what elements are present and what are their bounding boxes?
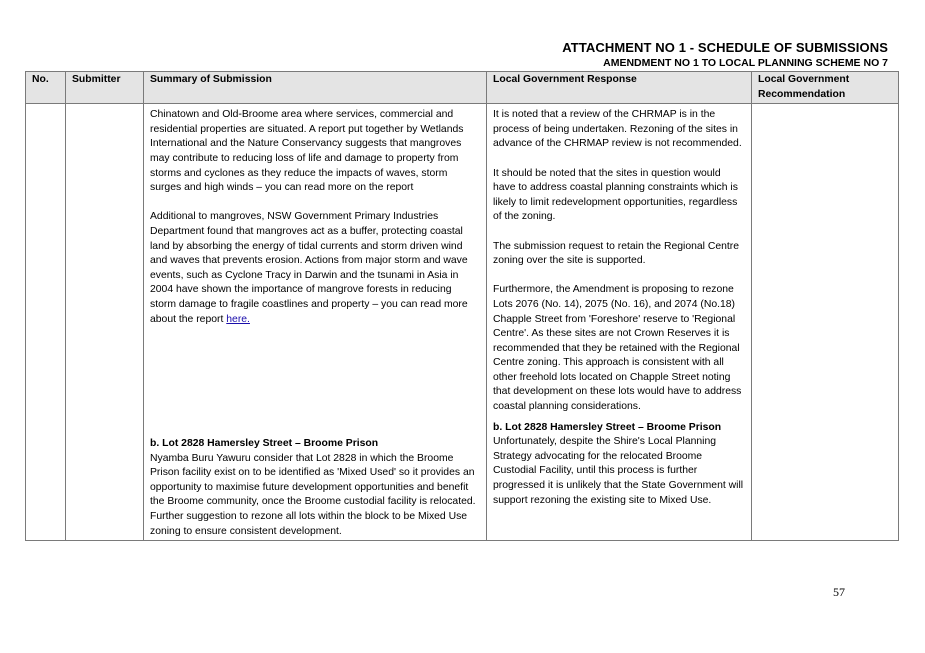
report-link[interactable]: here. (226, 313, 250, 325)
document-subtitle: AMENDMENT NO 1 TO LOCAL PLANNING SCHEME NO 7 (603, 57, 888, 69)
submissions-table (25, 71, 899, 541)
response-paragraph-3: The submission request to retain the Regional Centre zoning over the site is supported. (493, 240, 740, 267)
response-paragraph-1: It is noted that a review of the CHRMAP is in the process of being undertaken. Rezoning of the sites in advance of the CHRMAP review is not recommended. (493, 109, 742, 150)
response-paragraph-4: Furthermore, the Amendment is proposing to rezone Lots 2076 (No. 14), 2075 (No. 16), and 2074 (No.18) Chapple Street from 'Foreshore' reserve to 'Regional Centre'. As these sites are not Crown Reserves it is recommended that they be retained with the Regional Centre zoning. This approach is consistent with all other freehold lots located on Chapple Street noting that development on these lots would have to address coastal planning considerations. (493, 284, 742, 413)
summary-paragraph-2-text: Additional to mangroves, NSW Government Primary Industries Department found that mangroves act as a buffer, protecting coastal land by absorbing the energy of tidal currents and storm driven wind and waves that prevents erosion. Actions from major storm and wave events, such as Cyclone Tracy in Darwin and the tsunami in Asia in 2004 have shown the importance of mangrove forests in reducing storm damage to fragile coastlines and property – you can read more about the report (150, 211, 468, 325)
cell-no (26, 104, 66, 541)
summary-paragraph-1: Chinatown and Old-Broome area where services, commercial and residential properties are situated. A report put together by Wetlands International and the Nature Conservancy suggests that mangroves may contribute to reducing loss of life and damage to property from storms and cyclones as they reduce the impacts of waves, storm surges and high winds – you can read more on the report (150, 109, 464, 194)
column-header-no: No. (26, 72, 66, 104)
column-header-summary: Summary of Submission (144, 72, 487, 104)
table-header-row (26, 72, 899, 104)
column-header-recommendation: Local Government Recommendation (752, 72, 899, 104)
cell-response (487, 104, 752, 541)
cell-summary (144, 104, 487, 541)
response-paragraph-5: Unfortunately, despite the Shire's Local Planning Strategy advocating for the relocated Broome Custodial Facility, until this process is further progressed it is unlikely that the State Government will support rezoning the existing site to Mixed Use. (493, 436, 744, 506)
cell-recommendation (752, 104, 899, 541)
document-title: ATTACHMENT NO 1 - SCHEDULE OF SUBMISSIONS (562, 40, 888, 55)
summary-spacer (150, 327, 480, 437)
table-row (26, 104, 899, 541)
cell-submitter (66, 104, 144, 541)
summary-paragraph-2 (150, 210, 480, 327)
column-header-submitter: Submitter (66, 72, 144, 104)
column-header-response: Local Government Response (487, 72, 752, 104)
summary-subheading-lot-2828: b. Lot 2828 Hamersley Street – Broome Prison (150, 438, 379, 450)
response-subheading-lot-2828: b. Lot 2828 Hamersley Street – Broome Prison (493, 421, 722, 433)
response-paragraph-2: It should be noted that the sites in question would have to address coastal planning constraints which is likely to limit redevelopment opportunities, regardless of the zoning. (493, 167, 738, 223)
summary-paragraph-3: Nyamba Buru Yawuru consider that Lot 2828 in which the Broome Prison facility exist on to be identified as 'Mixed Used' so it provides an opportunity to maximise future development opportunities and benefit the Broome community, once the Broome custodial facility is relocated. Further suggestion to rezone all lots within the block to be Mixed Use zoning to ensure consistent development. (150, 452, 476, 537)
page-number: 57 (833, 585, 845, 599)
